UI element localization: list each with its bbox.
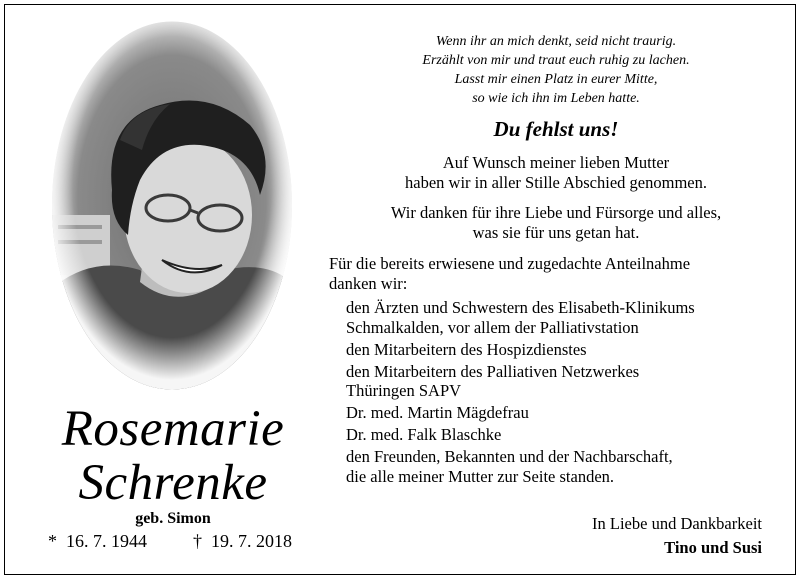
poem-line: Wenn ihr an mich denkt, seid nicht traurig. (435, 34, 677, 49)
thanks-intro-line: danken wir: (329, 274, 408, 293)
maiden-name: geb. Simon (135, 510, 211, 527)
thanks-list-item: den Ärzten und Schwestern des Elisabeth-Klinikums Schmalkalden, vor allem der Palliativstation (346, 298, 695, 337)
poem (318, 32, 794, 108)
poem-line: Erzählt von mir und traut euch ruhig zu lachen. (422, 53, 690, 68)
thanks-list (346, 298, 786, 489)
signers: Tino und Susi (664, 538, 762, 557)
thanks-list-item: den Mitarbeitern des Hospizdienstes (346, 339, 587, 359)
paragraph-line: Wir danken für ihre Liebe und Fürsorge und alles, (390, 203, 722, 222)
closing (592, 512, 762, 560)
headline: Du fehlst uns! (493, 117, 619, 141)
birth-date: * 16. 7. 1944 (48, 531, 147, 551)
paragraph-line: Auf Wunsch meiner lieben Mutter (442, 153, 670, 172)
paragraph-line: haben wir in aller Stille Abschied genommen. (405, 173, 707, 192)
gratitude-paragraph (318, 203, 794, 243)
thanks-list-item: den Freunden, Bekannten und der Nachbarschaft, die alle meiner Mutter zur Seite standen. (346, 447, 673, 486)
farewell-paragraph (318, 153, 794, 193)
portrait-photo (50, 20, 294, 391)
thanks-list-item: Dr. med. Falk Blaschke (346, 425, 502, 444)
paragraph-line: was sie für uns getan hat. (472, 223, 640, 242)
death-date: † 19. 7. 2018 (193, 531, 292, 551)
poem-line: Lasst mir einen Platz in eurer Mitte, (454, 72, 658, 87)
closing-line: In Liebe und Dankbarkeit (592, 514, 762, 533)
thanks-list-item: Dr. med. Martin Mägdefrau (346, 403, 529, 422)
poem-line: so wie ich ihn im Leben hatte. (472, 91, 640, 106)
deceased-first-name: Rosemarie (61, 401, 285, 457)
deceased-last-name: Schrenke (78, 455, 268, 511)
thanks-list-item: den Mitarbeitern des Palliativen Netzwerkes Thüringen SAPV (346, 361, 640, 400)
thanks-intro (329, 254, 769, 294)
thanks-intro-line: Für die bereits erwiesene und zugedachte Anteilnahme (329, 254, 691, 273)
